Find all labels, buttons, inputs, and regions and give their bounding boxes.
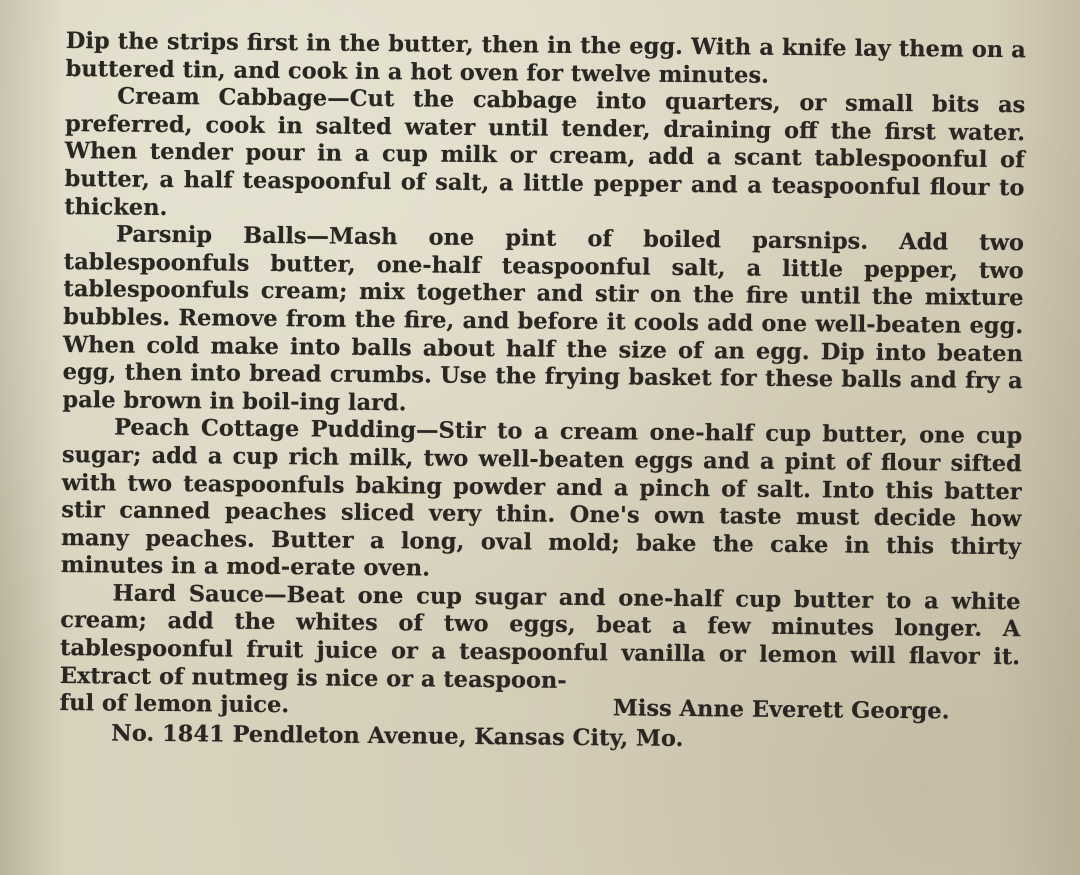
recipe-hard-sauce: Hard Sauce—Beat one cup sugar and one-half cup butter to a white cream; add the whites of two eggs, beat a few minutes longer. A tablespoonful fruit juice or a teaspoonful vanilla or lemon will flavor it. Extract of nutmeg is nice or a teaspoon-: [59, 580, 1021, 694]
recipe-cream-cabbage: Cream Cabbage—Cut the cabbage into quarters, or small bits as preferred, cook in salted water until tender, draining off the first water. When tender pour in a cup milk or cream, add a scant tablespoonful of butter, a half teaspoonful of salt, a little pepper and a teaspoonful flour to thicken.: [64, 83, 1026, 221]
recipe-text-block: [59, 28, 1026, 757]
recipe-parsnip-balls: Parsnip Balls—Mash one pint of boiled parsnips. Add two tablespoonfuls butter, one-half teaspoonful salt, a little pepper, two tablespoonfuls cream; mix together and stir on the fire until the mixture bubbles. Remove from the fire, and before it cools add one well-beaten egg. When cold make into balls about half the size of an egg. Dip into beaten egg, then into bread crumbs. Use the frying basket for these balls and fry a pale brown in boil-ing lard.: [62, 221, 1025, 417]
paragraph-dip-strips: Dip the strips first in the butter, then in the egg. With a knife lay them on a buttered tin, and cook in a hot oven for twelve minutes.: [65, 28, 1026, 89]
hard-sauce-last-line: ful of lemon juice.: [59, 690, 290, 719]
contributor-signature: Miss Anne Everett George.: [612, 695, 950, 725]
contributor-address: No. 1841 Pendleton Avenue, Kansas City, Mo.: [111, 720, 684, 752]
recipe-peach-cottage-pudding: Peach Cottage Pudding—Stir to a cream one-half cup butter, one cup sugar; add a cup rich milk, two well-beaten eggs and a pint of flour sifted with two teaspoonfuls baking powder and a pinch of salt. Into this batter stir canned peaches sliced very thin. One's own taste must decide how many peaches. Butter a long, oval mold; bake the cake in this thirty minutes in a mod-erate oven.: [60, 414, 1023, 582]
